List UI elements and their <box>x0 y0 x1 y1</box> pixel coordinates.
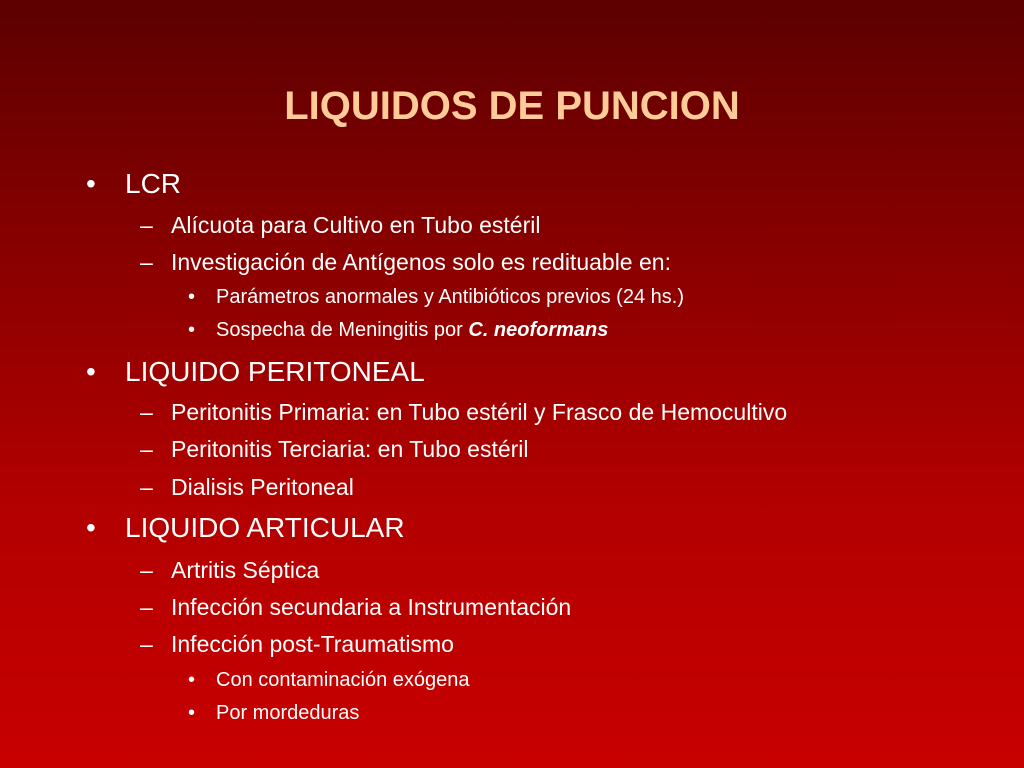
bullet-icon: • <box>188 669 196 691</box>
list-item-text: Investigación de Antígenos solo es redituable en: <box>171 249 671 275</box>
list-item-text: LIQUIDO PERITONEAL <box>125 356 425 387</box>
list-item-text: LCR <box>125 168 182 199</box>
list-item-text: Artritis Séptica <box>171 557 320 583</box>
list-item-text: Peritonitis Terciaria: en Tubo estéril <box>171 436 529 462</box>
list-item-text: Alícuota para Cultivo en Tubo estéril <box>171 212 541 238</box>
organism-name: C. neoformans <box>468 319 609 341</box>
bullet-icon: • <box>86 168 96 199</box>
list-item-text: Dialisis Peritoneal <box>171 474 354 500</box>
list-item-text: LIQUIDO ARTICULAR <box>125 512 405 543</box>
bullet-icon: • <box>86 356 96 387</box>
bullet-icon: • <box>86 512 96 543</box>
bullet-icon: • <box>188 286 196 308</box>
dash-icon: – <box>140 557 153 583</box>
dash-icon: – <box>140 474 153 500</box>
list-item-text: Parámetros anormales y Antibióticos previos (24 hs.) <box>216 286 684 308</box>
dash-icon: – <box>140 399 153 425</box>
list-item-text: Por mordeduras <box>216 702 360 724</box>
bullet-icon: • <box>188 319 196 341</box>
bullet-icon: • <box>188 702 196 724</box>
dash-icon: – <box>140 631 153 657</box>
slide-title: LIQUIDOS DE PUNCION <box>284 84 740 128</box>
dash-icon: – <box>140 249 153 275</box>
list-item-text-plain: Sospecha de Meningitis por <box>216 319 469 341</box>
list-item-text: Infección secundaria a Instrumentación <box>171 594 572 620</box>
list-item-text: Con contaminación exógena <box>216 669 470 691</box>
list-item-text: Peritonitis Primaria: en Tubo estéril y Frasco de Hemocultivo <box>171 399 788 425</box>
list-item-text <box>216 319 608 342</box>
dash-icon: – <box>140 436 153 462</box>
dash-icon: – <box>140 594 153 620</box>
dash-icon: – <box>140 212 153 238</box>
list-item-text: Infección post-Traumatismo <box>171 631 454 657</box>
